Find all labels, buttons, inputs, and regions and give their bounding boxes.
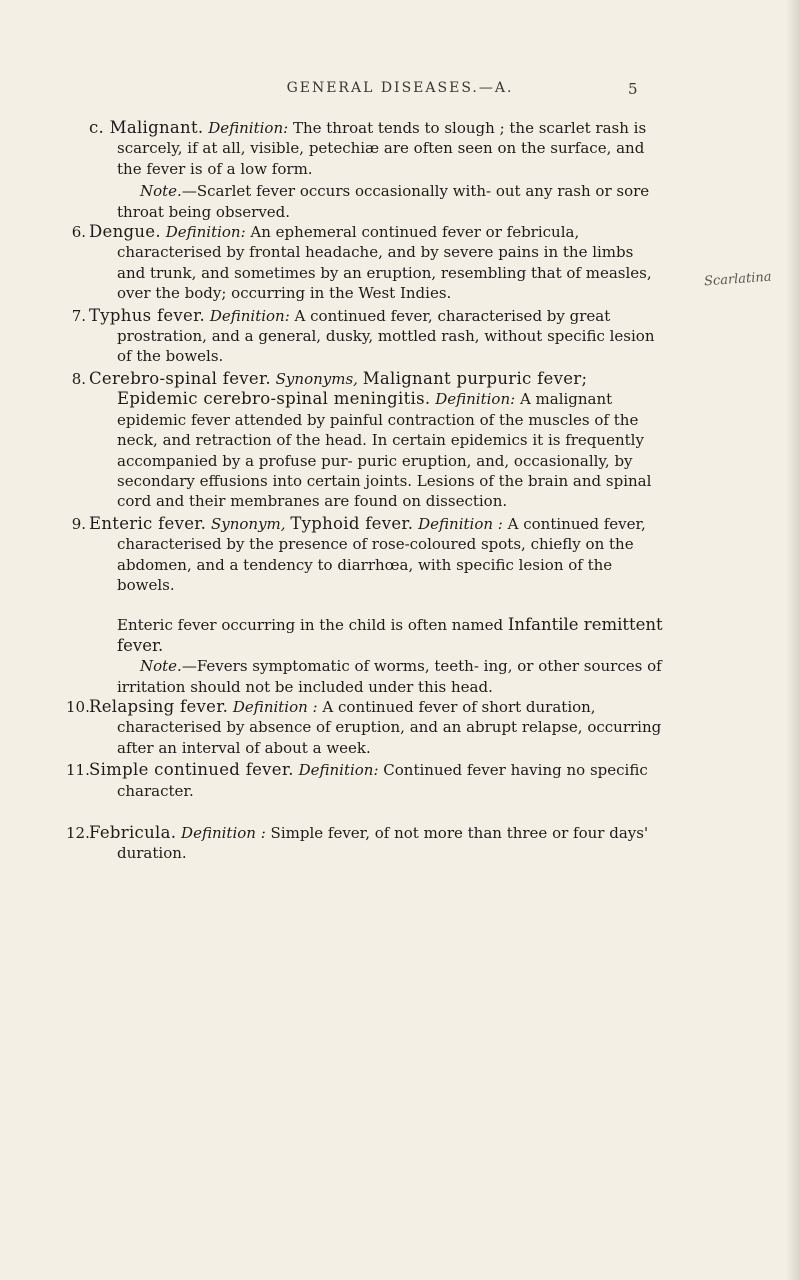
entry-term: Dengue. bbox=[89, 222, 161, 242]
infantile-paragraph bbox=[66, 615, 666, 656]
entry-term: Cerebro-spinal fever. bbox=[89, 368, 271, 388]
entry-simple-continued bbox=[66, 760, 666, 801]
entry-term: Enteric fever. bbox=[89, 513, 207, 533]
entry-enteric bbox=[66, 514, 666, 596]
handwritten-margin-note: Scarlatina bbox=[703, 269, 773, 290]
entry-number: 8. bbox=[71, 369, 86, 388]
entry-typhus bbox=[66, 306, 666, 367]
synonym-label: Synonyms, bbox=[275, 369, 358, 388]
entry-relapsing bbox=[66, 697, 666, 758]
spacer bbox=[66, 803, 666, 823]
entry-cerebro-spinal bbox=[66, 369, 666, 512]
page-edge-shadow bbox=[786, 0, 800, 1280]
definition-label: Definition: bbox=[209, 306, 290, 325]
entry-febricula bbox=[66, 823, 666, 864]
entry-number: 10. bbox=[66, 697, 90, 716]
entry-number: 6. bbox=[71, 223, 86, 242]
note-label: Note. bbox=[140, 182, 182, 201]
definition-text: Simple fever, of not more than three or four days' duration. bbox=[117, 824, 649, 863]
page-number: 5 bbox=[628, 80, 638, 98]
definition-label: Definition: bbox=[165, 223, 246, 242]
definition-text: A continued fever, characterised by great prostration, and a general, dusky, mottled rash, without specific lesion of the bowels. bbox=[117, 306, 655, 366]
entry-number: 12. bbox=[66, 824, 90, 842]
note-label: Note. bbox=[140, 657, 182, 676]
definition-text: A continued fever of short duration, characterised by absence of eruption, and an abrupt relapse, occurring after an interval of about a week. bbox=[117, 697, 662, 757]
entry-number: 7. bbox=[71, 306, 86, 325]
running-head: GENERAL DISEASES.—A. bbox=[286, 80, 514, 96]
definition-text: A malignant epidemic fever attended by painful contraction of the muscles of the neck, and retraction of the head. In certain epidemics it is frequently accompanied by a profuse pur- puric eruption, and, occasionally, by secondary effusions into certain joints. Lesions of the brain and spinal cord and their membranes are found on dissection. bbox=[117, 390, 652, 511]
definition-label: Definition : bbox=[418, 514, 503, 533]
note-text: —Scarlet fever occurs occasionally with- out any rash or sore throat being observed. bbox=[117, 182, 650, 221]
infantile-term: Infantile remittent fever. bbox=[117, 615, 663, 655]
definition-text: Continued fever having no specific character. bbox=[117, 761, 648, 800]
entry-scarlet-malignant bbox=[66, 118, 666, 179]
entry-term: c. Malignant. bbox=[89, 118, 204, 137]
definition-label: Definition: bbox=[435, 390, 516, 409]
entry-term: Febricula. bbox=[89, 823, 177, 842]
note-text: —Fevers symptomatic of worms, teeth- ing, or other sources of irritation should not be included under this head. bbox=[117, 657, 662, 696]
note-enteric bbox=[66, 656, 666, 697]
definition-label: Definition: bbox=[298, 761, 379, 780]
definition-label: Definition: bbox=[208, 119, 289, 137]
entry-number: 9. bbox=[71, 514, 86, 533]
entry-dengue bbox=[66, 222, 666, 304]
synonym-text: Typhoid fever. bbox=[290, 513, 414, 533]
definition-label: Definition : bbox=[181, 824, 266, 842]
definition-text: The throat tends to slough ; the scarlet rash is scarcely, if at all, visible, petechiæ are often seen on the surface, and the fever is of a low form. bbox=[117, 119, 647, 178]
entry-term: Simple continued fever. bbox=[89, 760, 294, 780]
definition-label: Definition : bbox=[232, 697, 318, 716]
entry-number: 11. bbox=[66, 761, 90, 780]
definition-text: An ephemeral continued fever or febricula, characterised by frontal headache, and by severe pains in the limbs and trunk, and sometimes by an eruption, resembling that of measles, over the body; occurring in the West Indies. bbox=[117, 223, 652, 303]
entry-term: Typhus fever. bbox=[89, 305, 206, 325]
paragraph-text: Enteric fever occurring in the child is often named bbox=[117, 616, 504, 635]
definition-text: A continued fever, characterised by the presence of rose-coloured spots, chiefly on the abdomen, and a tendency to diarrhœa, with specific lesion of the bowels. bbox=[117, 514, 646, 594]
disease-list bbox=[66, 118, 666, 866]
synonym-label: Synonym, bbox=[210, 514, 286, 533]
synonym-text: Malignant purpuric fever; Epidemic cerebro-spinal meningitis. bbox=[117, 368, 588, 409]
entry-term: Relapsing fever. bbox=[89, 696, 229, 716]
note-scarlet bbox=[66, 181, 666, 222]
